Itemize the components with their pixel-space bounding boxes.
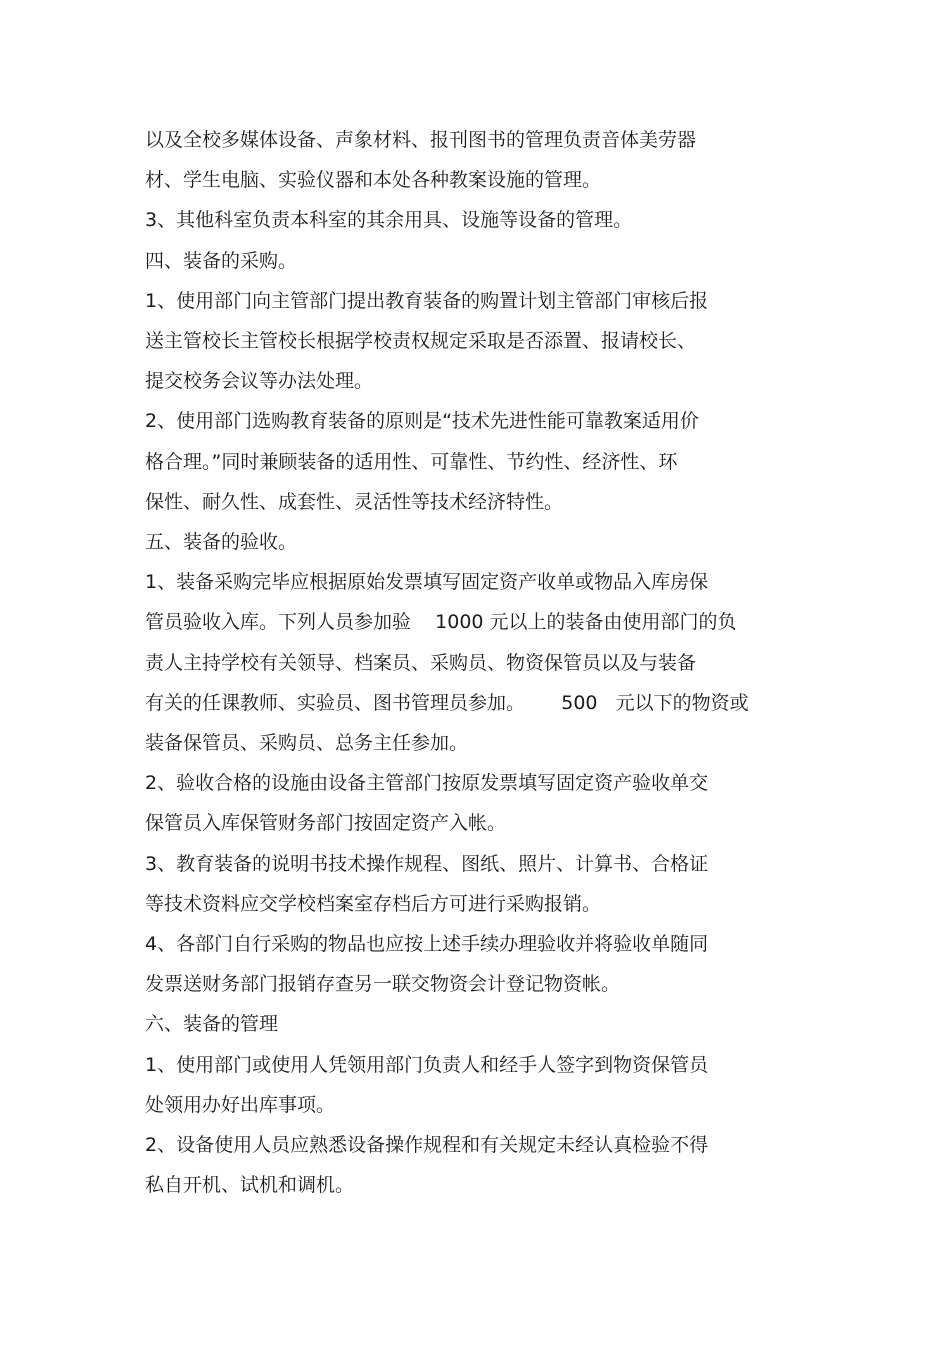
- text-line: 2、设备使用人员应熟悉设备操作规程和有关规定未经认真检验不得: [145, 1134, 709, 1156]
- text-line: 有关的任课教师、实验员、图书管理员参加。 500 元以下的物资或: [145, 692, 749, 714]
- text-line: 提交校务会议等办法处理。: [145, 370, 374, 392]
- section-heading: 五、装备的验收。: [145, 531, 298, 553]
- text-line: 2、使用部门选购教育装备的原则是“技术先进性能可靠教案适用价: [145, 410, 699, 432]
- text-line: 保性、耐久性、成套性、灵活性等技术经济特性。: [145, 491, 564, 513]
- text-line: 格合理。”同时兼顾装备的适用性、可靠性、节约性、经济性、环: [145, 451, 678, 473]
- text-line: 3、教育装备的说明书技术操作规程、图纸、照片、计算书、合格证: [145, 853, 709, 875]
- text-line: 装备保管员、采购员、总务主任参加。: [145, 732, 469, 754]
- text-line: 4、各部门自行采购的物品也应按上述手续办理验收并将验收单随同: [145, 933, 709, 955]
- text-line: 送主管校长主管校长根据学校责权规定采取是否添置、报请校长、: [145, 330, 697, 352]
- text-line: 1、使用部门或使用人凭领用部门负责人和经手人签字到物资保管员: [145, 1054, 709, 1076]
- section-heading: 六、装备的管理: [145, 1013, 279, 1035]
- text-line: 2、验收合格的设施由设备主管部门按原发票填写固定资产验收单交: [145, 772, 709, 794]
- text-line: 1、装备采购完毕应根据原始发票填写固定资产收单或物品入库房保: [145, 571, 709, 593]
- text-line: 发票送财务部门报销存查另一联交物资会计登记物资帐。: [145, 973, 621, 995]
- text-line: 管员验收入库。下列人员参加验 1000 元以上的装备由使用部门的负: [145, 611, 737, 633]
- text-line: 以及全校多媒体设备、声象材料、报刊图书的管理负责音体美劳器: [145, 129, 697, 151]
- text-line: 等技术资料应交学校档案室存档后方可进行采购报销。: [145, 893, 602, 915]
- text-line: 3、其他科室负责本科室的其余用具、设施等设备的管理。: [145, 209, 633, 231]
- text-line: 处领用办好出库事项。: [145, 1094, 336, 1116]
- text-line: 1、使用部门向主管部门提出教育装备的购置计划主管部门审核后报: [145, 290, 709, 312]
- text-line: 责人主持学校有关领导、档案员、采购员、物资保管员以及与装备: [145, 652, 697, 674]
- section-heading: 四、装备的采购。: [145, 250, 298, 272]
- text-line: 材、学生电脑、实验仪器和本处各种教案设施的管理。: [145, 169, 602, 191]
- text-line: 保管员入库保管财务部门按固定资产入帐。: [145, 812, 507, 834]
- text-line: 私自开机、试机和调机。: [145, 1174, 355, 1196]
